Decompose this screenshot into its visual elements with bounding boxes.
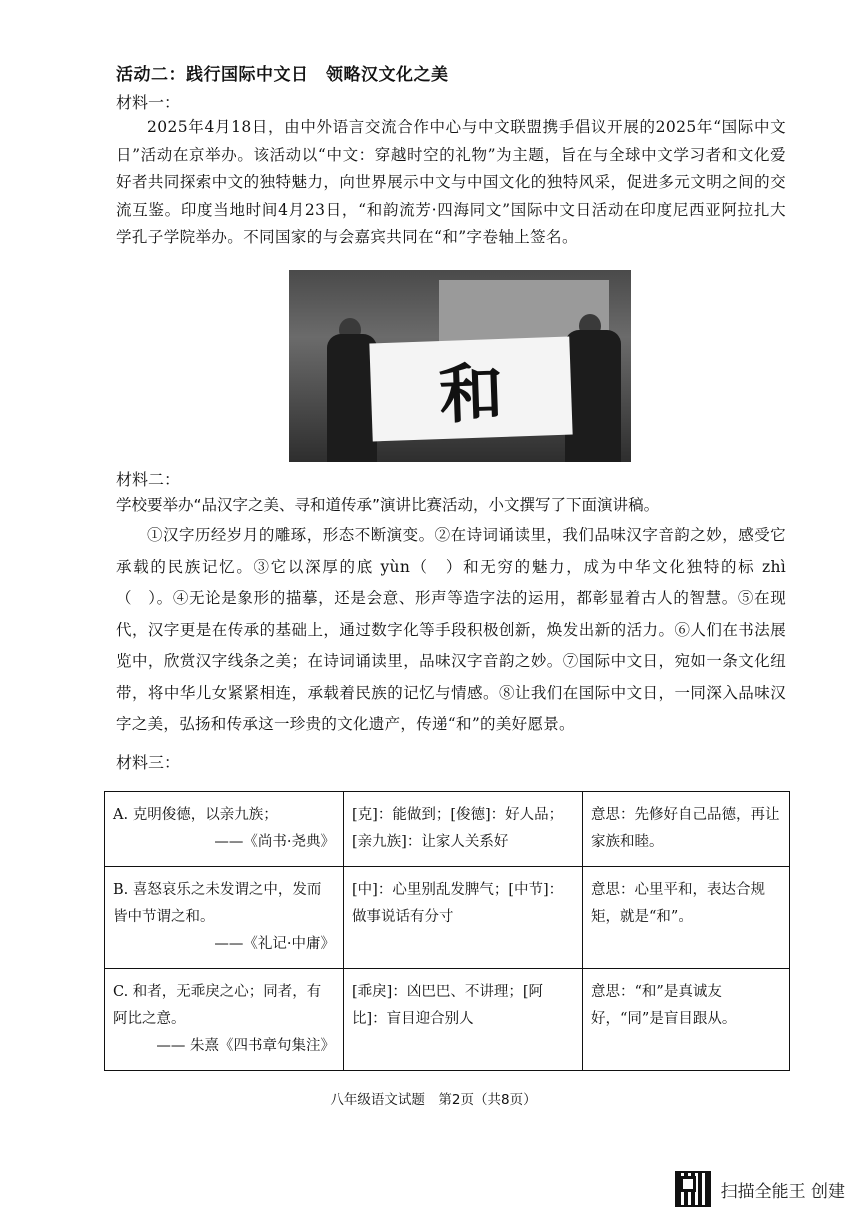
quote-text: A. 克明俊德，以亲九族；	[113, 807, 278, 823]
scroll-character: 和	[437, 355, 505, 434]
material1-label: 材料一：	[116, 93, 181, 112]
quote-source: ——《尚书·尧典》	[214, 834, 335, 850]
material2-intro: 学校要举办“品汉字之美、寻和道传承”演讲比赛活动，小文撰写了下面演讲稿。	[116, 496, 660, 514]
scanner-text: 扫描全能王 创建	[720, 1181, 845, 1202]
material2-label: 材料二：	[116, 470, 181, 489]
speech-draft: ①汉字历经岁月的雕琢，形态不断演变。②在诗词诵读里，我们品味汉字音韵之妙，感受它承载的民族记忆。③它以深厚的底 yùn（ ）和无穷的魅力，成为中华文化独特的标 zhì（ ）。④无论是象形的描摹，还是会意、形声等造字法的运用，都彰显着古人的智慧。⑤在现代，汉字更是在传承的基础上，通过数字化等手段积极创新，焕发出新的活力。⑥人们在书法展览中，欣赏汉字线条之美；在诗词诵读里，品味汉字音韵之妙。⑦国际中文日，宛如一条文化纽带，将中华儿女紧紧相连，承载着民族的记忆与情感。⑧让我们在国际中文日，一同深入品味汉字之美，弘扬和传承这一珍贵的文化遗产，传递“和”的美好愿景。	[116, 526, 786, 733]
he-scroll	[369, 337, 572, 442]
meaning-cell: 意思：“和”是真诚友好，“同”是盲目跟从。	[583, 969, 790, 1071]
activity-heading: 活动二：践行国际中文日 领略汉文化之美	[116, 65, 449, 85]
material3-label: 材料三：	[116, 753, 181, 772]
quote-text: C. 和者，无乖戾之心；同者，有阿比之意。	[113, 984, 322, 1027]
gloss-cell: [中]：心里别乱发脾气；[中节]：做事说话有分寸	[344, 867, 583, 969]
table-row	[105, 867, 790, 969]
event-photo	[289, 270, 631, 462]
scanner-watermark	[675, 1171, 845, 1207]
gloss-cell: [克]：能做到；[俊德]：好人品；[亲九族]：让家人关系好	[344, 792, 583, 867]
quote-text: B. 喜怒哀乐之未发谓之中，发而皆中节谓之和。	[113, 882, 322, 925]
page-footer: 八年级语文试题 第2页（共8页）	[330, 1092, 537, 1108]
qr-code-icon	[675, 1171, 711, 1207]
material3-table	[104, 791, 790, 1071]
meaning-cell: 意思：先修好自己品德，再让家族和睦。	[583, 792, 790, 867]
gloss-cell: [乖戾]：凶巴巴、不讲理；[阿比]：盲目迎合别人	[344, 969, 583, 1071]
table-row	[105, 969, 790, 1071]
quote-source: ——《礼记·中庸》	[214, 936, 335, 952]
material1-text: 2025年4月18日，由中外语言交流合作中心与中文联盟携手倡议开展的2025年“国际中文日”活动在京举办。该活动以“中文：穿越时空的礼物”为主题，旨在与全球中文学习者和文化爱好者共同探索中文的独特魅力，向世界展示中文与中国文化的独特风采，促进多元文明之间的交流互鉴。印度当地时间4月23日，“和韵流芳·四海同文”国际中文日活动在印度尼西亚阿拉扎大学孔子学院举办。不同国家的与会嘉宾共同在“和”字卷轴上签名。	[116, 118, 786, 247]
meaning-cell: 意思：心里平和，表达合规矩，就是“和”。	[583, 867, 790, 969]
quote-source: —— 朱熹《四书章句集注》	[156, 1038, 335, 1054]
table-row	[105, 792, 790, 867]
